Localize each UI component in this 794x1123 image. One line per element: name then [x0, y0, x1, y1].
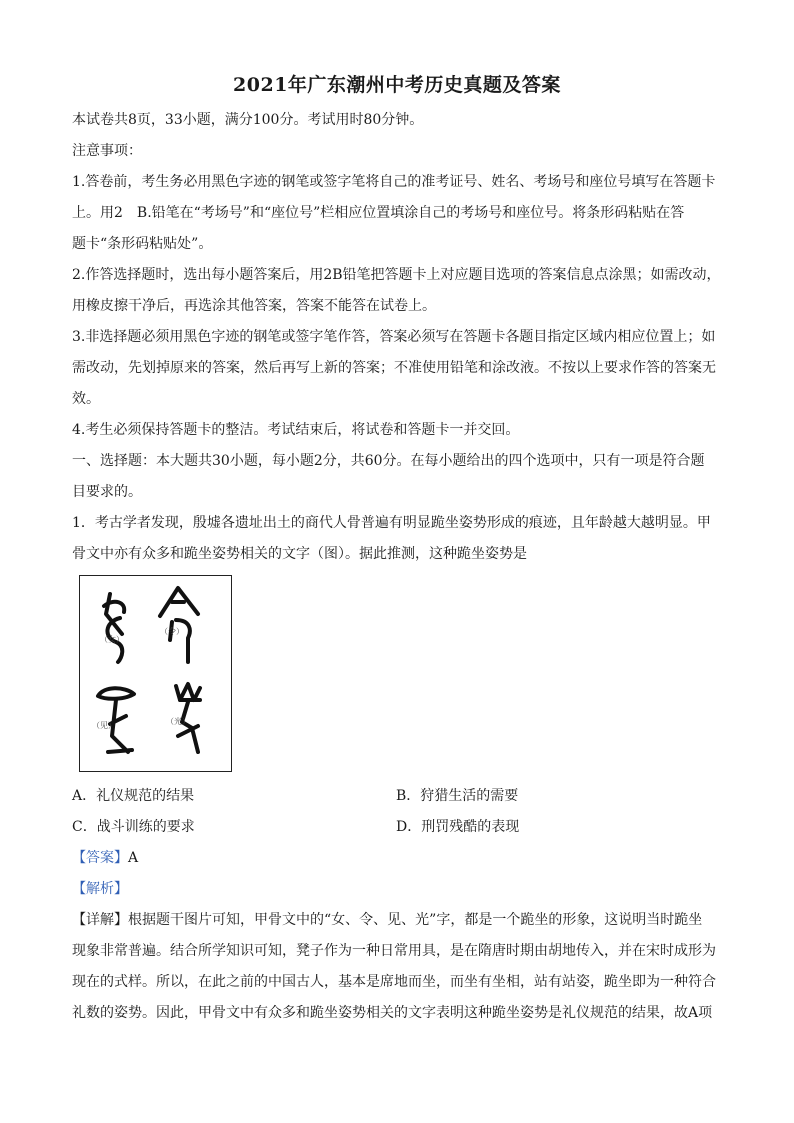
oracle-bone-figure	[79, 575, 232, 772]
answer-line	[72, 849, 722, 867]
figure-label-nv: （女）	[100, 635, 124, 644]
page-title: 2021年广东潮州中考历史真题及答案	[233, 74, 561, 96]
question-1-stem-line-2: 骨文中亦有众多和跪坐姿势相关的文字（图）。据此推测，这种跪坐姿势是	[72, 546, 527, 562]
glyph-nv	[104, 594, 124, 662]
notice-1-line-2: 上。用2 B.铅笔在“考场号”和“座位号”栏相应位置填涂自己的考场号和座位号。将条形码粘贴在答	[72, 205, 685, 221]
option-d: D．刑罚残酷的表现	[396, 819, 520, 835]
notice-4: 4.考生必须保持答题卡的整洁。考试结束后，将试卷和答题卡一并交回。	[72, 422, 520, 438]
section-heading-line-1: 一、选择题：本大题共30小题，每小题2分，共60分。在每小题给出的四个选项中，只有一项是符合题	[72, 453, 705, 469]
figure-label-jian: （见）	[92, 721, 116, 730]
notice-2-line-2: 用橡皮擦干净后，再选涂其他答案，答案不能答在试卷上。	[72, 298, 436, 314]
question-1-stem-line-1: 1．考古学者发现，殷墟各遗址出土的商代人骨普遍有明显跪坐姿势形成的痕迹，且年龄越大越明显。甲	[72, 515, 711, 531]
answer-label: 【答案】	[72, 850, 128, 866]
detail-line-1	[72, 911, 722, 929]
option-b: B．狩猎生活的需要	[396, 788, 519, 804]
exam-summary: 本试卷共8页，33小题，满分100分。考试用时80分钟。	[72, 112, 424, 128]
notice-1-line-1: 1.答卷前，考生务必用黑色字迹的钢笔或签字笔将自己的准考证号、姓名、考场号和座位号填写在答题卡	[72, 174, 716, 190]
notice-heading: 注意事项：	[72, 143, 142, 159]
notice-3-line-1: 3.非选择题必须用黑色字迹的钢笔或签字笔作答，答案必须写在答题卡各题目指定区域内相应位置上；如	[72, 329, 716, 345]
analysis-line	[72, 880, 722, 898]
glyph-ling	[160, 588, 198, 662]
section-heading-line-2: 目要求的。	[72, 484, 142, 500]
detail-line-4: 礼数的姿势。因此，甲骨文中有众多和跪坐姿势相关的文字表明这种跪坐姿势是礼仪规范的结果，故A项	[72, 1005, 713, 1021]
detail-text-1: 根据题干图片可知，甲骨文中的“女、令、见、光”字，都是一个跪坐的形象，这说明当时跪坐	[128, 912, 703, 928]
oracle-bone-glyphs	[80, 576, 230, 770]
detail-label: 【详解】	[72, 912, 128, 928]
notice-1-line-3: 题卡“条形码粘贴处”。	[72, 236, 213, 252]
notice-3-line-2: 需改动，先划掉原来的答案，然后再写上新的答案；不准使用铅笔和涂改液。不按以上要求作答的答案无	[72, 360, 716, 376]
detail-line-3: 现在的式样。所以，在此之前的中国古人，基本是席地而坐，而坐有坐相，站有站姿，跪坐即为一种符合	[72, 974, 716, 990]
option-c: C．战斗训练的要求	[72, 819, 195, 835]
analysis-label: 【解析】	[72, 881, 128, 897]
detail-line-2: 现象非常普遍。结合所学知识可知，凳子作为一种日常用具，是在隋唐时期由胡地传入，并在宋时成形为	[72, 943, 716, 959]
answer-value: A	[128, 850, 139, 866]
option-a: A．礼仪规范的结果	[72, 788, 195, 804]
figure-label-ling: （令）	[160, 627, 184, 636]
notice-2-line-1: 2.作答选择题时，选出每小题答案后，用2B铅笔把答题卡上对应题目选项的答案信息点涂黑；如需改动，	[72, 267, 721, 283]
notice-3-line-3: 效。	[72, 391, 100, 407]
figure-label-guang: （光）	[166, 717, 190, 726]
